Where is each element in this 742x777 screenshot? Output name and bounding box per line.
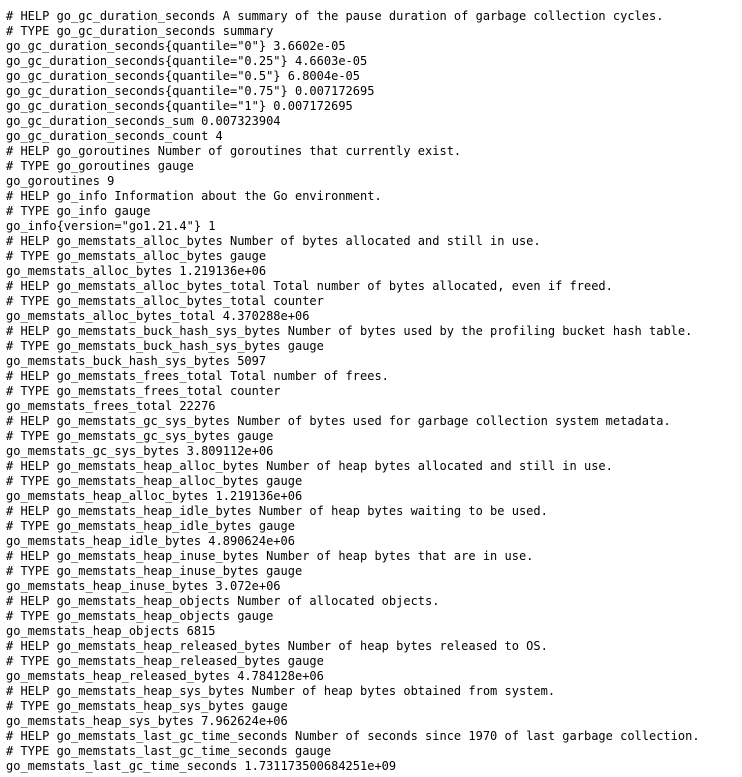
help-comment-line: # HELP go_memstats_heap_objects Number of allocated objects.	[6, 594, 440, 608]
help-comment-line: # HELP go_goroutines Number of goroutines that currently exist.	[6, 144, 462, 158]
type-comment-line: # TYPE go_memstats_alloc_bytes gauge	[6, 249, 267, 263]
help-comment-line: # HELP go_memstats_gc_sys_bytes Number of bytes used for garbage collection system metadata.	[6, 414, 671, 428]
metric-sample-line: go_memstats_gc_sys_bytes 3.809112e+06	[6, 444, 274, 458]
metric-sample-line: go_memstats_heap_sys_bytes 7.962624e+06	[6, 714, 288, 728]
type-comment-line: # TYPE go_memstats_heap_inuse_bytes gauge	[6, 564, 303, 578]
help-comment-line: # HELP go_memstats_heap_inuse_bytes Number of heap bytes that are in use.	[6, 549, 534, 563]
metric-sample-line: go_info{version="go1.21.4"} 1	[6, 219, 216, 233]
type-comment-line: # TYPE go_memstats_heap_alloc_bytes gauge	[6, 474, 303, 488]
metric-sample-line: go_goroutines 9	[6, 174, 115, 188]
help-comment-line: # HELP go_info Information about the Go environment.	[6, 189, 382, 203]
metric-sample-line: go_gc_duration_seconds{quantile="0.5"} 6.8004e-05	[6, 69, 361, 83]
metric-sample-line: go_memstats_alloc_bytes_total 4.370288e+06	[6, 309, 310, 323]
type-comment-line: # TYPE go_gc_duration_seconds summary	[6, 24, 274, 38]
metric-sample-line: go_memstats_alloc_bytes 1.219136e+06	[6, 264, 267, 278]
metric-sample-line: go_memstats_frees_total 22276	[6, 399, 216, 413]
type-comment-line: # TYPE go_memstats_heap_released_bytes gauge	[6, 654, 324, 668]
help-comment-line: # HELP go_memstats_last_gc_time_seconds Number of seconds since 1970 of last garbage collection.	[6, 729, 700, 743]
metric-sample-line: go_memstats_heap_released_bytes 4.784128e+06	[6, 669, 324, 683]
metric-sample-line: go_gc_duration_seconds_sum 0.007323904	[6, 114, 281, 128]
help-comment-line: # HELP go_memstats_alloc_bytes_total Total number of bytes allocated, even if freed.	[6, 279, 613, 293]
help-comment-line: # HELP go_memstats_heap_alloc_bytes Number of heap bytes allocated and still in use.	[6, 459, 613, 473]
metric-sample-line: go_memstats_heap_idle_bytes 4.890624e+06	[6, 534, 295, 548]
type-comment-line: # TYPE go_memstats_last_gc_time_seconds gauge	[6, 744, 332, 758]
metric-sample-line: go_memstats_heap_objects 6815	[6, 624, 216, 638]
metric-sample-line: go_memstats_heap_alloc_bytes 1.219136e+06	[6, 489, 303, 503]
metric-sample-line: go_memstats_buck_hash_sys_bytes 5097	[6, 354, 267, 368]
metric-sample-line: go_gc_duration_seconds_count 4	[6, 129, 223, 143]
type-comment-line: # TYPE go_info gauge	[6, 204, 151, 218]
help-comment-line: # HELP go_memstats_buck_hash_sys_bytes Number of bytes used by the profiling bucket hash table.	[6, 324, 693, 338]
metric-sample-line: go_memstats_heap_inuse_bytes 3.072e+06	[6, 579, 281, 593]
metric-sample-line: go_gc_duration_seconds{quantile="1"} 0.007172695	[6, 99, 353, 113]
type-comment-line: # TYPE go_memstats_frees_total counter	[6, 384, 281, 398]
metric-sample-line: go_memstats_last_gc_time_seconds 1.731173500684251e+09	[6, 759, 397, 773]
type-comment-line: # TYPE go_memstats_heap_idle_bytes gauge	[6, 519, 295, 533]
type-comment-line: # TYPE go_memstats_heap_sys_bytes gauge	[6, 699, 288, 713]
help-comment-line: # HELP go_gc_duration_seconds A summary of the pause duration of garbage collection cycles.	[6, 9, 664, 23]
help-comment-line: # HELP go_memstats_alloc_bytes Number of bytes allocated and still in use.	[6, 234, 541, 248]
help-comment-line: # HELP go_memstats_frees_total Total number of frees.	[6, 369, 389, 383]
type-comment-line: # TYPE go_memstats_gc_sys_bytes gauge	[6, 429, 274, 443]
help-comment-line: # HELP go_memstats_heap_released_bytes Number of heap bytes released to OS.	[6, 639, 548, 653]
metric-sample-line: go_gc_duration_seconds{quantile="0"} 3.6602e-05	[6, 39, 346, 53]
help-comment-line: # HELP go_memstats_heap_idle_bytes Number of heap bytes waiting to be used.	[6, 504, 548, 518]
type-comment-line: # TYPE go_memstats_buck_hash_sys_bytes gauge	[6, 339, 324, 353]
metric-sample-line: go_gc_duration_seconds{quantile="0.25"} 4.6603e-05	[6, 54, 368, 68]
metric-sample-line: go_gc_duration_seconds{quantile="0.75"} 0.007172695	[6, 84, 375, 98]
type-comment-line: # TYPE go_memstats_heap_objects gauge	[6, 609, 274, 623]
type-comment-line: # TYPE go_memstats_alloc_bytes_total counter	[6, 294, 324, 308]
help-comment-line: # HELP go_memstats_heap_sys_bytes Number of heap bytes obtained from system.	[6, 684, 556, 698]
type-comment-line: # TYPE go_goroutines gauge	[6, 159, 194, 173]
